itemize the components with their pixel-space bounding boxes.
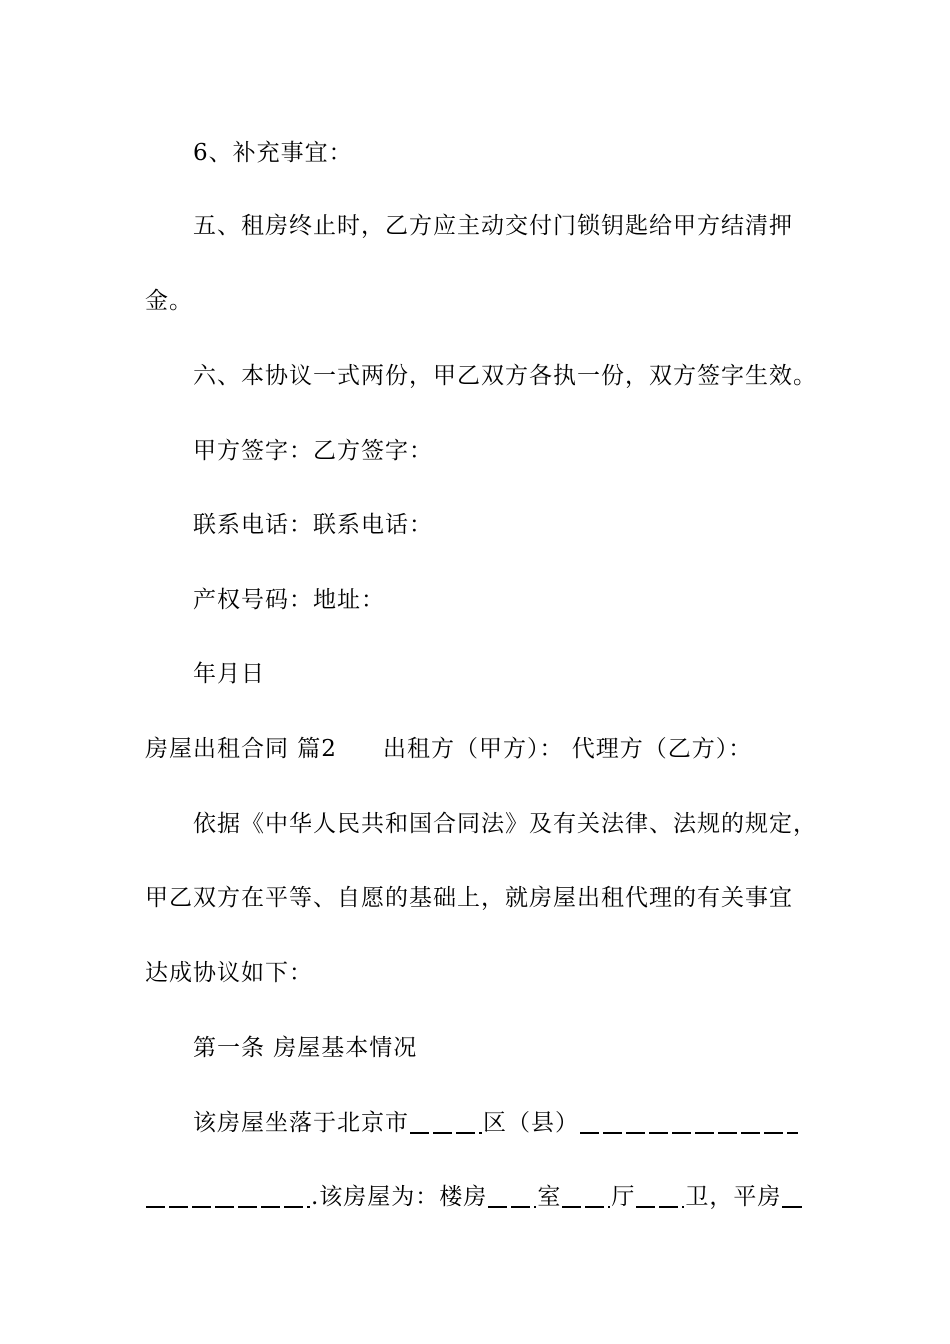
clause-6-line: 六、本协议一式两份，甲乙双方各执一份，双方签字生效。 — [193, 363, 817, 389]
hall-label: 厅 — [611, 1184, 636, 1210]
article-1-heading: 第一条 房屋基本情况 — [193, 1035, 418, 1061]
clause-5-line-2: 金。 — [145, 288, 193, 314]
clause-5-line-1: 五、租房终止时，乙方应主动交付门锁钥匙给甲方结清押 — [193, 213, 793, 239]
basis-line-1: 依据《中华人民共和国合同法》及有关法律、法规的规定， — [193, 811, 817, 837]
address-continued-blank[interactable] — [146, 1206, 310, 1208]
district-blank[interactable] — [410, 1132, 482, 1134]
basis-line-2: 甲乙双方在平等、自愿的基础上，就房屋出租代理的有关事宜 — [145, 885, 793, 911]
phone-line: 联系电话：联系电话： — [193, 512, 433, 538]
location-prefix: 该房屋坐落于北京市 — [193, 1110, 409, 1136]
district-label: 区（县） — [483, 1110, 579, 1136]
address-blank[interactable] — [580, 1132, 798, 1134]
room-label: 室 — [537, 1184, 562, 1210]
contract-parties: 出租方（甲方）： 代理方（乙方）： — [382, 736, 753, 762]
contract-title: 房屋出租合同 篇2 — [145, 736, 337, 762]
bath-label: 卫，平房 — [685, 1184, 782, 1210]
room-count-blank[interactable] — [488, 1206, 536, 1208]
property-address-line: 产权号码：地址： — [193, 587, 385, 613]
bath-count-blank[interactable] — [636, 1206, 684, 1208]
hall-count-blank[interactable] — [562, 1206, 610, 1208]
signature-line: 甲方签字：乙方签字： — [193, 438, 433, 464]
supplement-line: 6、补充事宜： — [193, 140, 353, 166]
house-type-prefix: .该房屋为：楼房 — [311, 1184, 488, 1210]
contract-heading-line — [145, 734, 752, 764]
house-type-line — [145, 1182, 803, 1212]
bungalow-blank[interactable] — [782, 1206, 802, 1208]
date-line: 年月日 — [193, 661, 265, 687]
location-line — [193, 1108, 799, 1138]
basis-line-3: 达成协议如下： — [145, 960, 313, 986]
